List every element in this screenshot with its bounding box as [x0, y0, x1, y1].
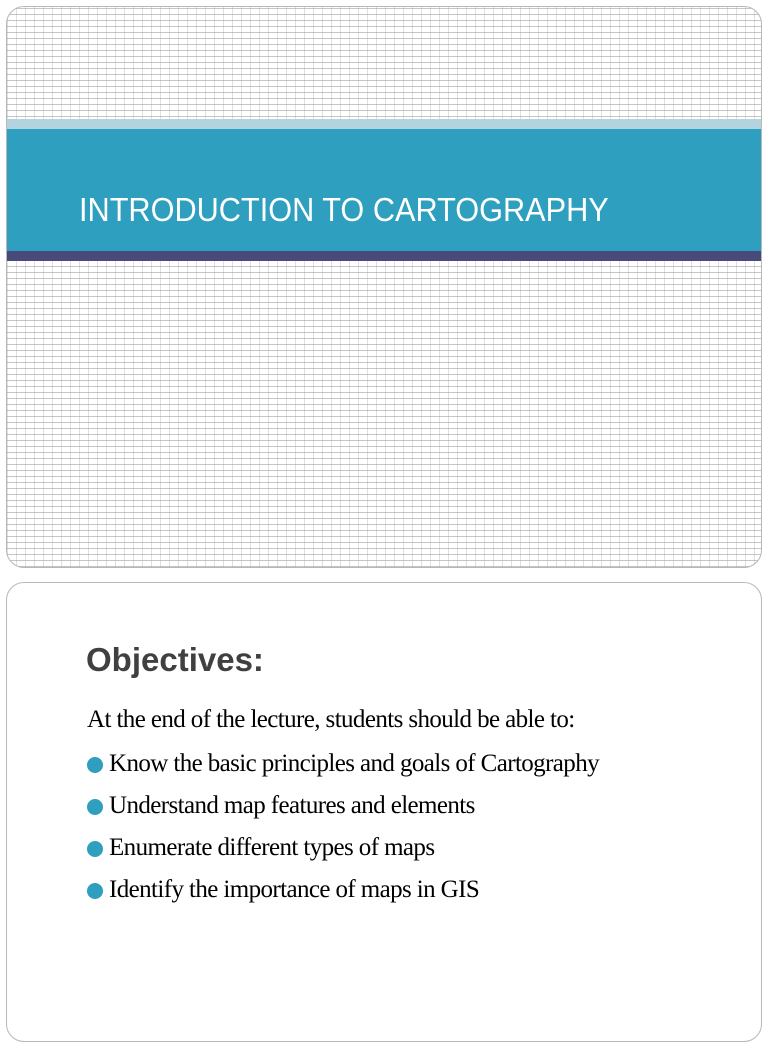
list-item [87, 751, 599, 793]
bullet-text: Identify the importance of maps in GIS [109, 876, 480, 903]
title-slide [6, 6, 762, 568]
bullet-icon [87, 799, 103, 815]
list-item [87, 793, 599, 835]
bullet-icon [87, 883, 103, 899]
objectives-heading: Objectives: [86, 641, 264, 678]
bullet-text: Know the basic principles and goals of Cartography [109, 750, 600, 777]
objectives-slide [6, 582, 762, 1042]
objectives-intro: At the end of the lecture, students should be able to: [87, 706, 575, 733]
bullet-text: Understand map features and elements [109, 792, 475, 819]
bullet-text: Enumerate different types of maps [109, 834, 435, 861]
bullet-icon [87, 841, 103, 857]
list-item [87, 877, 599, 919]
title-band [7, 129, 761, 251]
title-band-top-accent [7, 119, 761, 129]
bullet-icon [87, 757, 103, 773]
objectives-list [87, 751, 599, 919]
slide-title: INTRODUCTION TO CARTOGRAPHY [79, 191, 609, 228]
title-band-bottom-accent [7, 251, 761, 261]
list-item [87, 835, 599, 877]
